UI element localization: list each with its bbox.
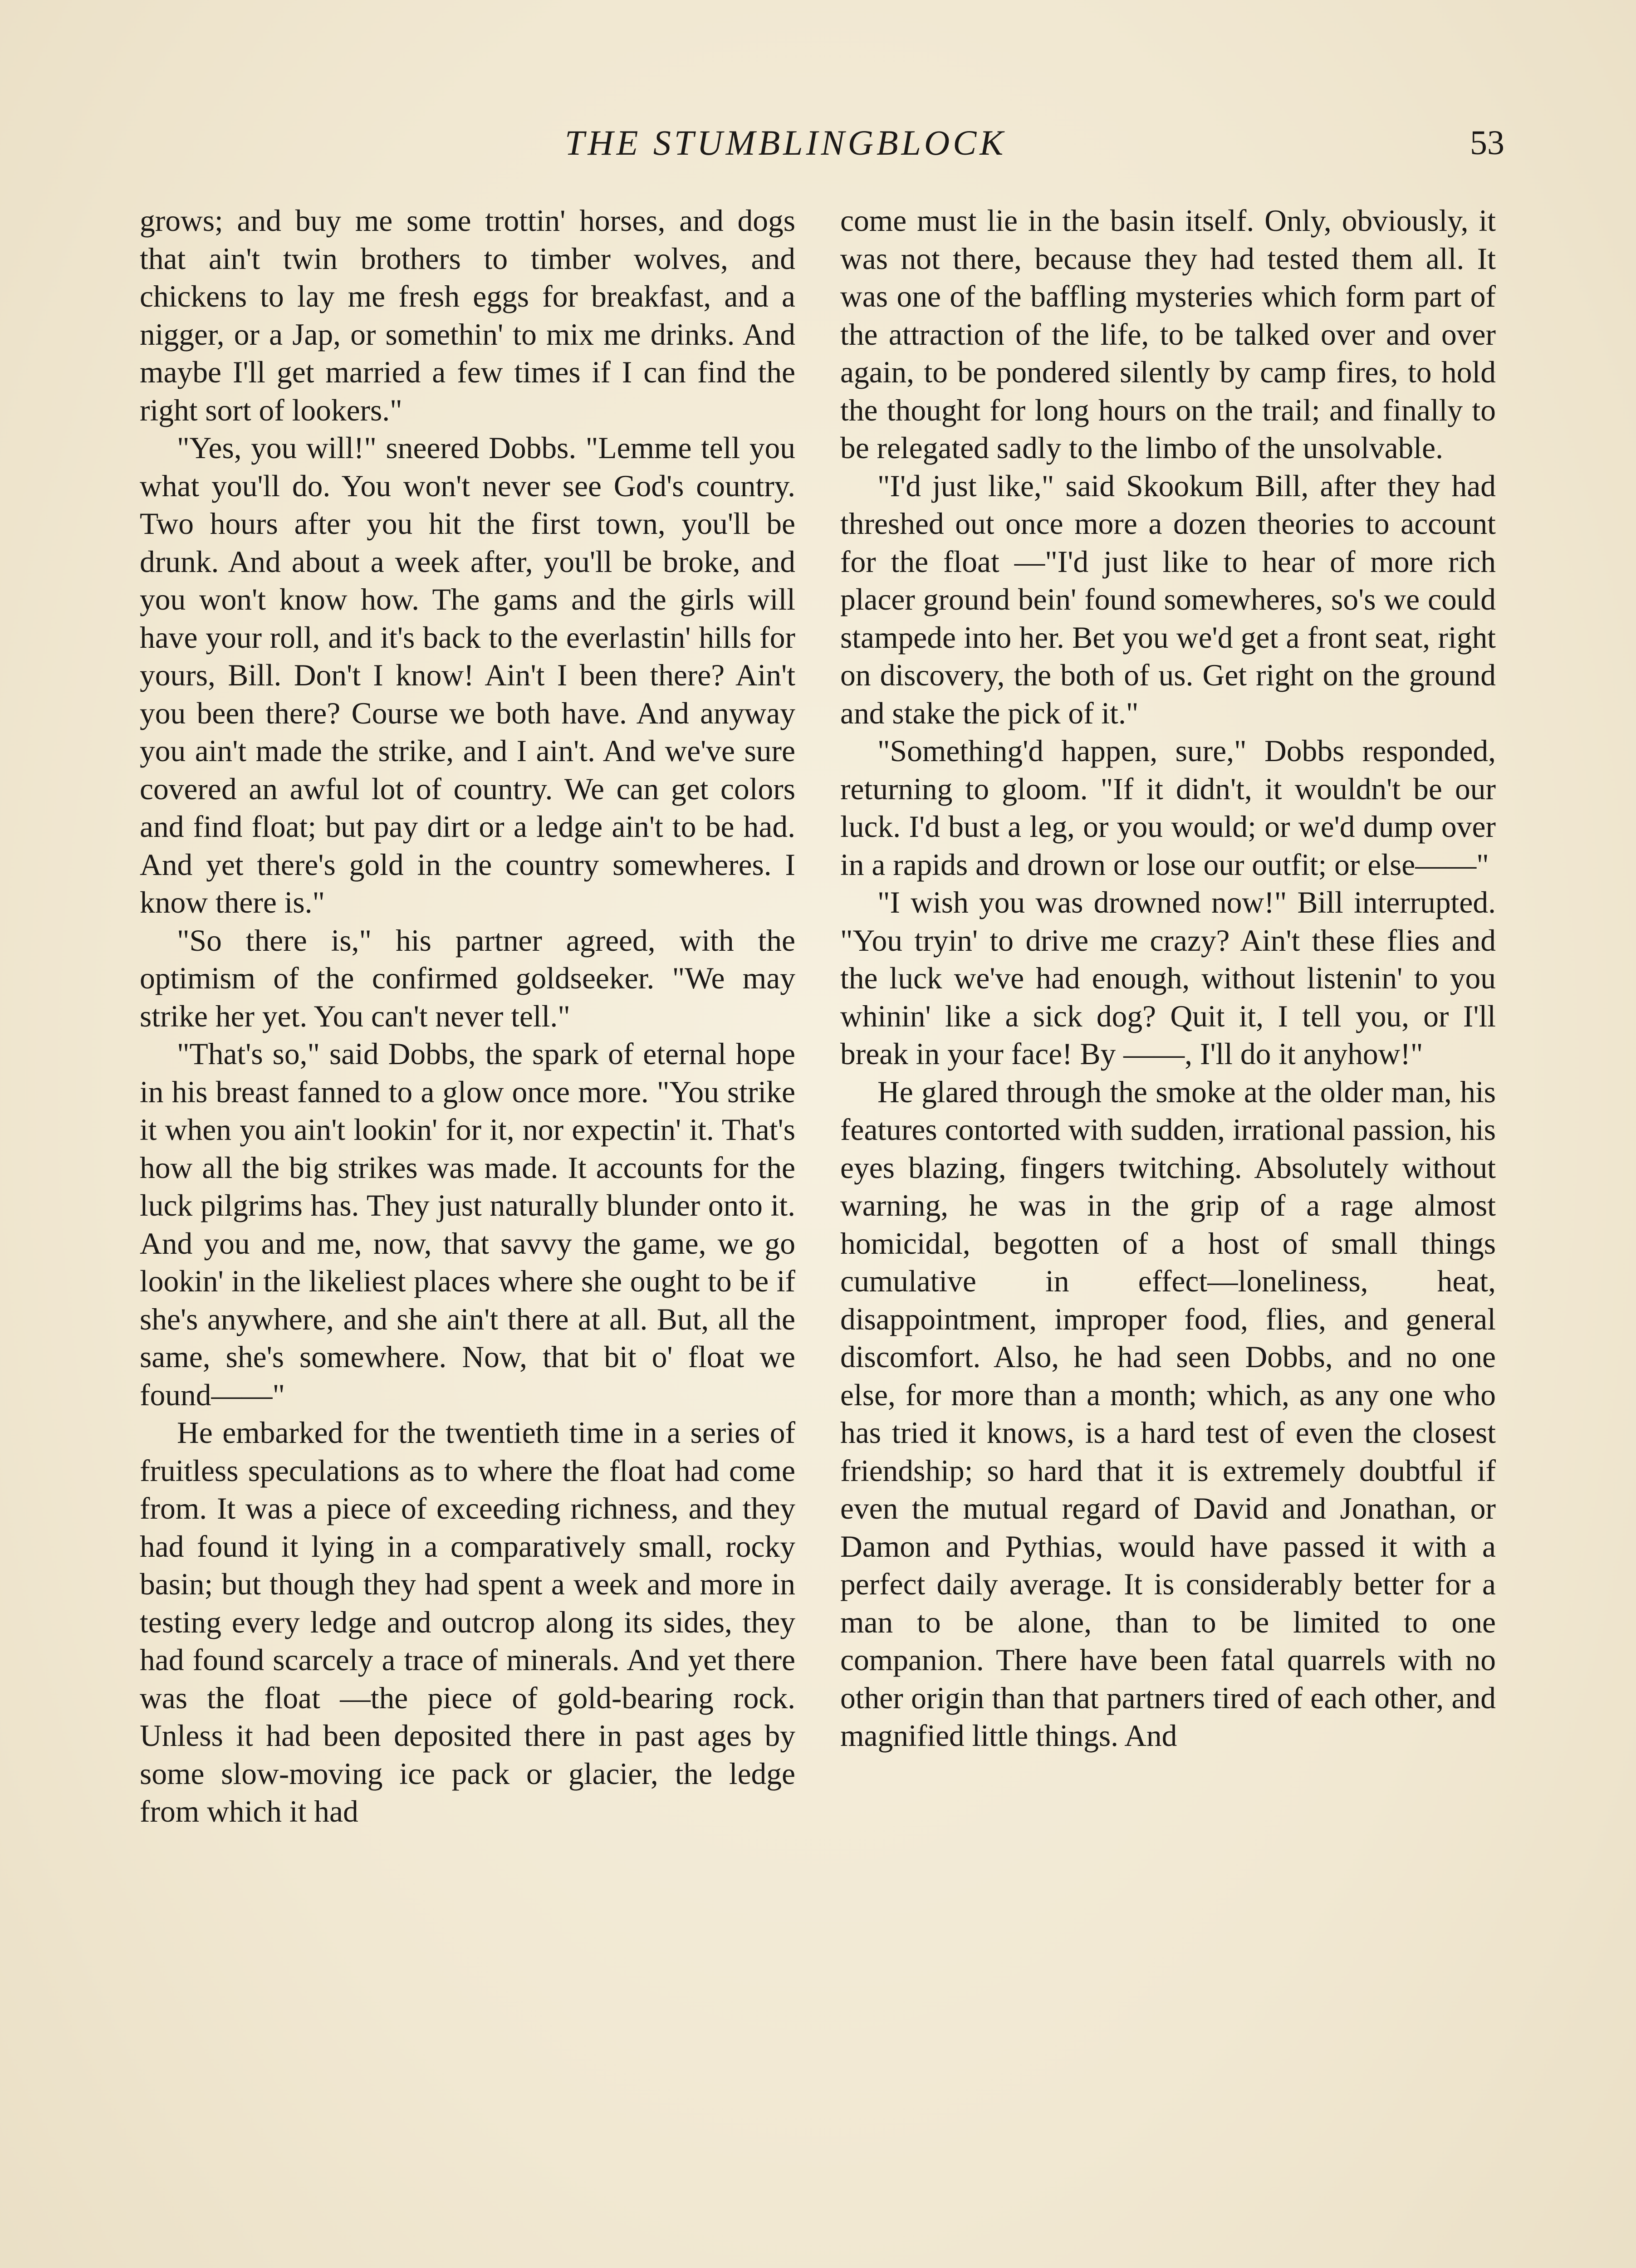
paragraph: "Something'd happen, sure," Dobbs responded, returning to gloom. "If it didn't, it wouldn't be our luck. I'd bust a leg, or you would; or we'd dump over in a rapids and drown or lose our outfit; or else——" xyxy=(840,734,1496,882)
paragraph: "That's so," said Dobbs, the spark of eternal hope in his breast fanned to a glow once more. "You strike it when you ain't lookin' for it, nor expectin' it. That's how all the big strikes was made. It accounts for the luck pilgrims has. They just naturally blunder onto it. And you and me, now, that savvy the game, we go lookin' in the likeliest places where she ought to be if she's anywhere, and she ain't there at all. But, all the same, she's somewhere. Now, that bit o' float we found——" xyxy=(140,1037,795,1412)
paragraph: "I'd just like," said Skookum Bill, after they had threshed out once more a dozen theories to account for the float —"I'd just like to hear of more rich placer ground bein' found somewheres, so's we could stampede into her. Bet you we'd get a front seat, right on discovery, the both of us. Get right on the ground and stake the pick of it." xyxy=(840,469,1496,730)
left-column xyxy=(140,202,795,1831)
page-number: 53 xyxy=(1470,124,1504,162)
paragraph: come must lie in the basin itself. Only, obviously, it was not there, because they had tested them all. It was one of the baffling mysteries which form part of the attraction of the life, to be talked over and over again, to be pondered silently by camp fires, to hold the thought for long hours on the trail; and finally to be relegated sadly to the limbo of the unsolvable. xyxy=(840,204,1496,465)
running-head xyxy=(0,116,1636,170)
paragraph: He glared through the smoke at the older man, his features contorted with sudden, irrational passion, his eyes blazing, fingers twitching. Absolutely without warning, he was in the grip of a rage almost homicidal, begotten of a host of small things cumulative in effect—loneliness, heat, disappointment, improper food, flies, and general discomfort. Also, he had seen Dobbs, and no one else, for more than a month; which, as any one who has tried it knows, is a hard test of even the closest friendship; so hard that it is extremely doubtful if even the mutual regard of David and Jonathan, or Damon and Pythias, would have passed it with a perfect daily average. It is considerably better for a man to be alone, than to be limited to one companion. There have been fatal quarrels with no other origin than that partners tired of each other, and magnified little things. And xyxy=(840,1075,1496,1753)
paragraph: "I wish you was drowned now!" Bill interrupted. "You tryin' to drive me crazy? Ain't these flies and the luck we've had enough, without listenin' to you whinin' like a sick dog? Quit it, I tell you, or I'll break in your face! By ——, I'll do it anyhow!" xyxy=(840,885,1496,1071)
right-column xyxy=(840,202,1496,1755)
paragraph: grows; and buy me some trottin' horses, and dogs that ain't twin brothers to timber wolves, and chickens to lay me fresh eggs for breakfast, and a nigger, or a Jap, or somethin' to mix me drinks. And maybe I'll get married a few times if I can find the right sort of lookers." xyxy=(140,204,795,427)
paragraph: "So there is," his partner agreed, with the optimism of the confirmed goldseeker. "We may strike her yet. You can't never tell." xyxy=(140,923,795,1033)
running-title: THE STUMBLINGBLOCK xyxy=(565,123,1007,162)
paragraph: He embarked for the twentieth time in a series of fruitless speculations as to where the float had come from. It was a piece of exceeding richness, and they had found it lying in a comparatively small, rocky basin; but though they had spent a week and more in testing every ledge and outcrop along its sides, they had found scarcely a trace of minerals. And yet there was the float —the piece of gold-bearing rock. Unless it had been deposited there in past ages by some slow-moving ice pack or glacier, the ledge from which it had xyxy=(140,1416,795,1828)
paragraph: "Yes, you will!" sneered Dobbs. "Lemme tell you what you'll do. You won't never see God's country. Two hours after you hit the first town, you'll be drunk. And about a week after, you'll be broke, and you won't know how. The gams and the girls will have your roll, and it's back to the everlastin' hills for yours, Bill. Don't I know! Ain't I been there? Ain't you been there? Course we both have. And anyway you ain't made the strike, and I ain't. And we've sure covered an awful lot of country. We can get colors and find float; but pay dirt or a ledge ain't to be had. And yet there's gold in the country somewheres. I know there is." xyxy=(140,431,795,919)
